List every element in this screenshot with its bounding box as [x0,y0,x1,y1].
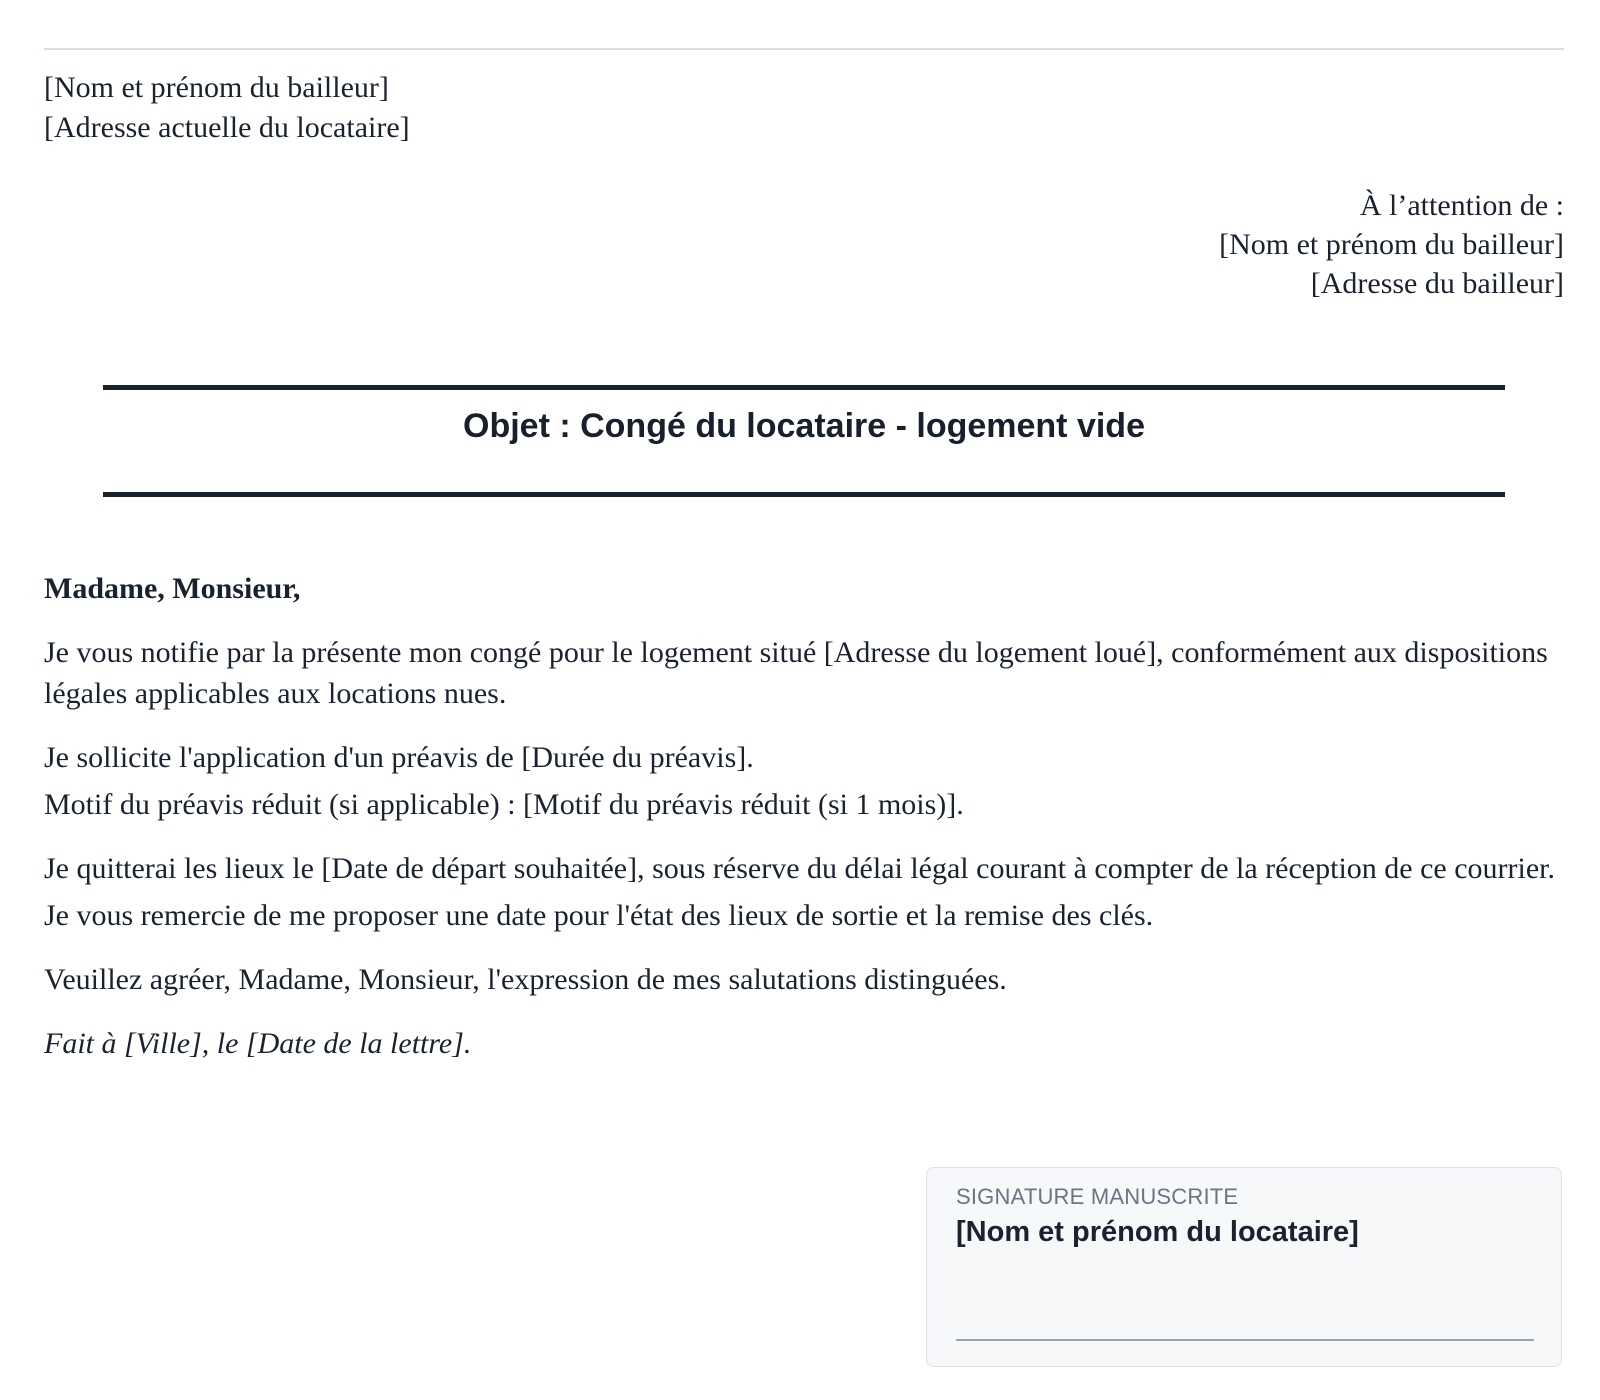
recipient-name: [Nom et prénom du bailleur] [1219,228,1564,261]
signature-caption: SIGNATURE MANUSCRITE [956,1184,1239,1209]
signature-box [926,1167,1562,1367]
inventory-request: Je vous remercie de me proposer une date pour l'état des lieux de sortie et la remise des clés. [44,899,1154,932]
subject-bottom-rule [103,492,1505,497]
paragraph-preavis [44,737,1584,825]
paragraph-notice [44,632,1584,714]
recipient-address: [Adresse du bailleur] [1310,267,1564,300]
sender-address: [Adresse actuelle du locataire] [44,111,410,144]
preavis-reason: Motif du préavis réduit (si applicable) : [Motif du préavis réduit (si 1 mois)]. [44,788,964,821]
subject-title: Objet : Congé du locataire - logement vide [463,407,1145,445]
paragraph-departure [44,848,1584,936]
sender-name: [Nom et prénom du bailleur] [44,71,389,104]
signature-name: [Nom et prénom du locataire] [956,1216,1359,1248]
letter-page [44,0,1564,1400]
recipient-block [1219,186,1564,303]
preavis-duration: Je sollicite l'application d'un préavis de [Durée du préavis]. [44,741,754,774]
subject-block [103,385,1505,497]
paragraph-notice-text: Je vous notifie par la présente mon congé pour le logement situé [Adresse du logement loué], conformément aux dispositions légales applicables aux locations nues. [44,636,1548,710]
departure-date: Je quitterai les lieux le [Date de départ souhaitée], sous réserve du délai légal courant à compter de la réception de ce courrier. [44,852,1556,885]
place-and-date: Fait à [Ville], le [Date de la lettre]. [44,1027,472,1060]
letter-body [44,568,1584,1087]
top-divider [44,48,1564,50]
signature-line [956,1339,1534,1341]
recipient-attention: À l’attention de : [1359,189,1564,222]
sender-block [44,68,410,148]
closing: Veuillez agréer, Madame, Monsieur, l'expression de mes salutations distinguées. [44,963,1007,996]
greeting: Madame, Monsieur, [44,572,301,605]
